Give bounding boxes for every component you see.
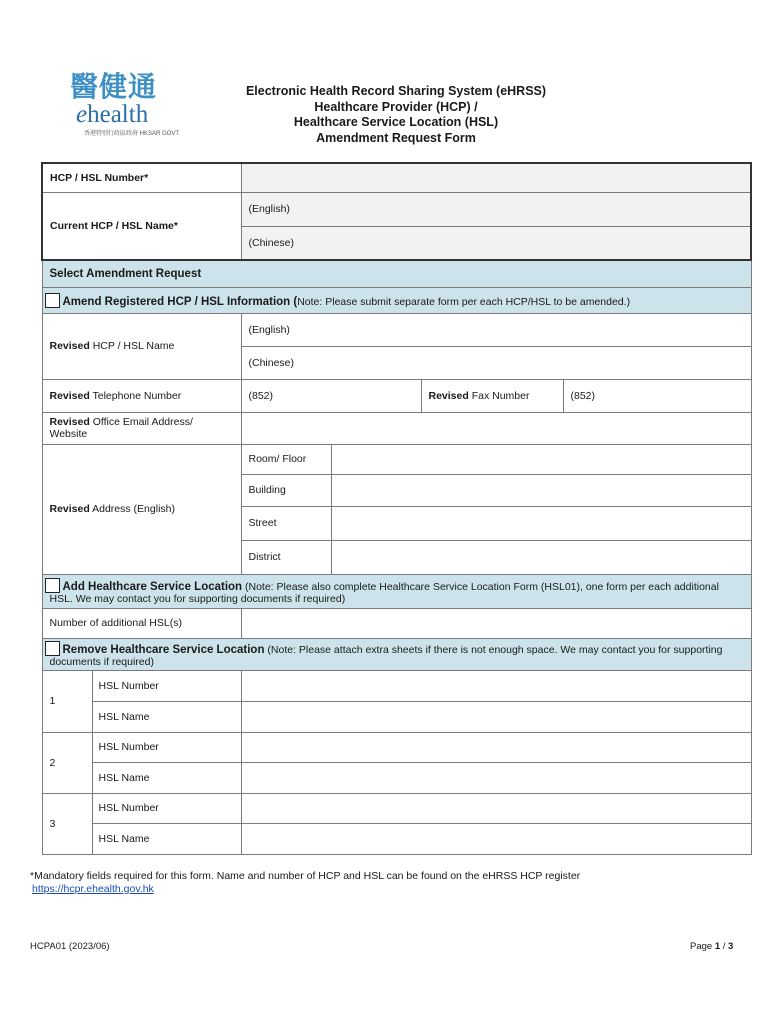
revised-name-english-field[interactable]: (English) [241,313,751,346]
remove-row-index: 1 [42,670,92,732]
add-hsl-checkbox[interactable] [45,578,60,593]
logo-chinese: 醫健通 [70,70,158,103]
amend-checkbox[interactable] [45,293,60,308]
form-title [206,84,586,146]
street-field[interactable] [331,506,751,540]
hcp-hsl-number-label: HCP / HSL Number* [42,163,241,192]
remove-hsl-number-label: HSL Number [92,732,241,762]
hcp-hsl-number-field[interactable] [241,163,751,192]
building-label: Building [241,474,331,506]
footnote-text: *Mandatory fields required for this form. Name and number of HCP and HSL can be found on the eHRSS HCP register [30,870,581,882]
revised-address-label: Revised Address (English) [42,444,241,574]
remove-row-index: 2 [42,732,92,793]
remove-hsl-checkbox[interactable] [45,641,60,656]
revised-fax-field[interactable]: (852) [563,379,751,412]
revised-telephone-field[interactable]: (852) [241,379,421,412]
title-line-1: Electronic Health Record Sharing System (eHRSS) [245,84,547,98]
form-code: HCPA01 (2023/06) [30,941,110,952]
remove-hsl-number-label: HSL Number [92,670,241,701]
district-label: District [241,540,331,574]
remove-hsl-name-label: HSL Name [92,823,241,854]
remove-hsl-number-field[interactable] [241,793,751,823]
remove-hsl-number-field[interactable] [241,670,751,701]
remove-hsl-number-label: HSL Number [92,793,241,823]
logo-subtitle: 香港特別行政區政府 HKSAR GOVT [84,131,180,137]
page-number: Page 1 / 3 [690,941,734,952]
revised-email-label: Revised Office Email Address/ Website [42,412,241,444]
remove-row-index: 3 [42,793,92,854]
remove-hsl-name-field[interactable] [241,701,751,732]
ehealth-logo [70,72,180,144]
revised-fax-label: Revised Fax Number [421,379,563,412]
revised-email-field[interactable] [241,412,751,444]
title-line-2: Healthcare Provider (HCP) / [314,99,478,114]
logo-english: ehealth [76,101,149,128]
amendment-form-table [41,162,752,855]
revised-telephone-label: Revised Telephone Number [42,379,241,412]
room-floor-field[interactable] [331,444,751,474]
building-field[interactable] [331,474,751,506]
add-hsl-section-header: Add Healthcare Service Location (Note: Please also complete Healthcare Service Location Form (HSL01), one form per each additional HSL. We may contact you for supporting documents if required) [42,574,751,608]
title-line-4: Amendment Request Form [316,130,476,145]
room-floor-label: Room/ Floor [241,444,331,474]
title-line-3: Healthcare Service Location (HSL) [293,115,499,129]
revised-name-chinese-field[interactable]: (Chinese) [241,346,751,379]
select-amendment-heading: Select Amendment Request [42,260,751,287]
remove-hsl-name-label: HSL Name [92,762,241,793]
district-field[interactable] [331,540,751,574]
revised-name-label: Revised HCP / HSL Name [42,313,241,379]
remove-hsl-name-field[interactable] [241,823,751,854]
current-name-chinese-field[interactable]: (Chinese) [241,226,751,260]
current-name-label: Current HCP / HSL Name* [42,192,241,260]
additional-hsl-count-field[interactable] [241,608,751,638]
hcp-register-link[interactable]: https://hcpr.ehealth.gov.hk [32,882,154,895]
remove-hsl-number-field[interactable] [241,732,751,762]
remove-hsl-name-label: HSL Name [92,701,241,732]
current-name-english-field[interactable]: (English) [241,192,751,226]
remove-hsl-name-field[interactable] [241,762,751,793]
additional-hsl-count-label: Number of additional HSL(s) [42,608,241,638]
footnote [30,870,580,895]
street-label: Street [241,506,331,540]
amend-section-header: Amend Registered HCP / HSL Information (Note: Please submit separate form per each HCP/HSL to be amended.) [42,287,751,313]
remove-hsl-section-header: Remove Healthcare Service Location (Note: Please attach extra sheets if there is not enough space. We may contact you for supporting documents if required) [42,638,751,670]
